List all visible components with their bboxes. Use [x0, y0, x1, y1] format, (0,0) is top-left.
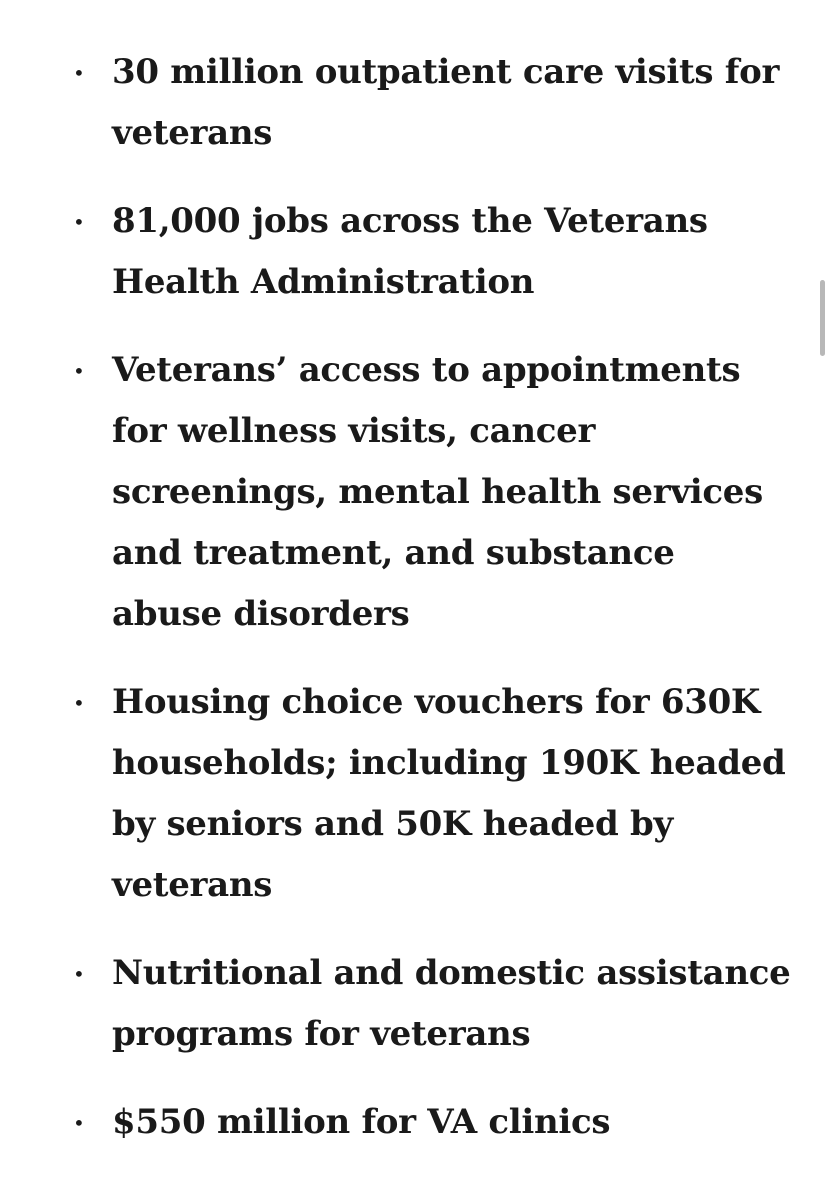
list-item-text: Veterans’ access to appointments for wellness visits, cancer screenings, mental health services and treatment, and substance abuse disorders — [112, 350, 763, 634]
bullet-icon: • — [73, 962, 85, 986]
bullet-icon: • — [73, 1111, 85, 1135]
list-item — [0, 1092, 831, 1153]
list-item — [0, 191, 831, 313]
list-item-text: $550 million for VA clinics — [112, 1102, 611, 1142]
list-item-text: 30 million outpatient care visits for veterans — [112, 52, 780, 153]
list-item — [0, 672, 831, 916]
bullet-icon: • — [73, 61, 85, 85]
list-item-text: 81,000 jobs across the Veterans Health Administration — [112, 201, 708, 302]
bullet-list — [0, 42, 831, 1153]
list-item-text: Housing choice vouchers for 630K households; including 190K headed by seniors and 50K headed by veterans — [112, 682, 786, 905]
bullet-icon: • — [73, 359, 85, 383]
list-item — [0, 340, 831, 645]
list-item — [0, 42, 831, 164]
bullet-icon: • — [73, 210, 85, 234]
list-item — [0, 943, 831, 1065]
bullet-icon: • — [73, 691, 85, 715]
scrollbar-thumb[interactable] — [820, 280, 825, 356]
list-item-text: Nutritional and domestic assistance programs for veterans — [112, 953, 791, 1054]
